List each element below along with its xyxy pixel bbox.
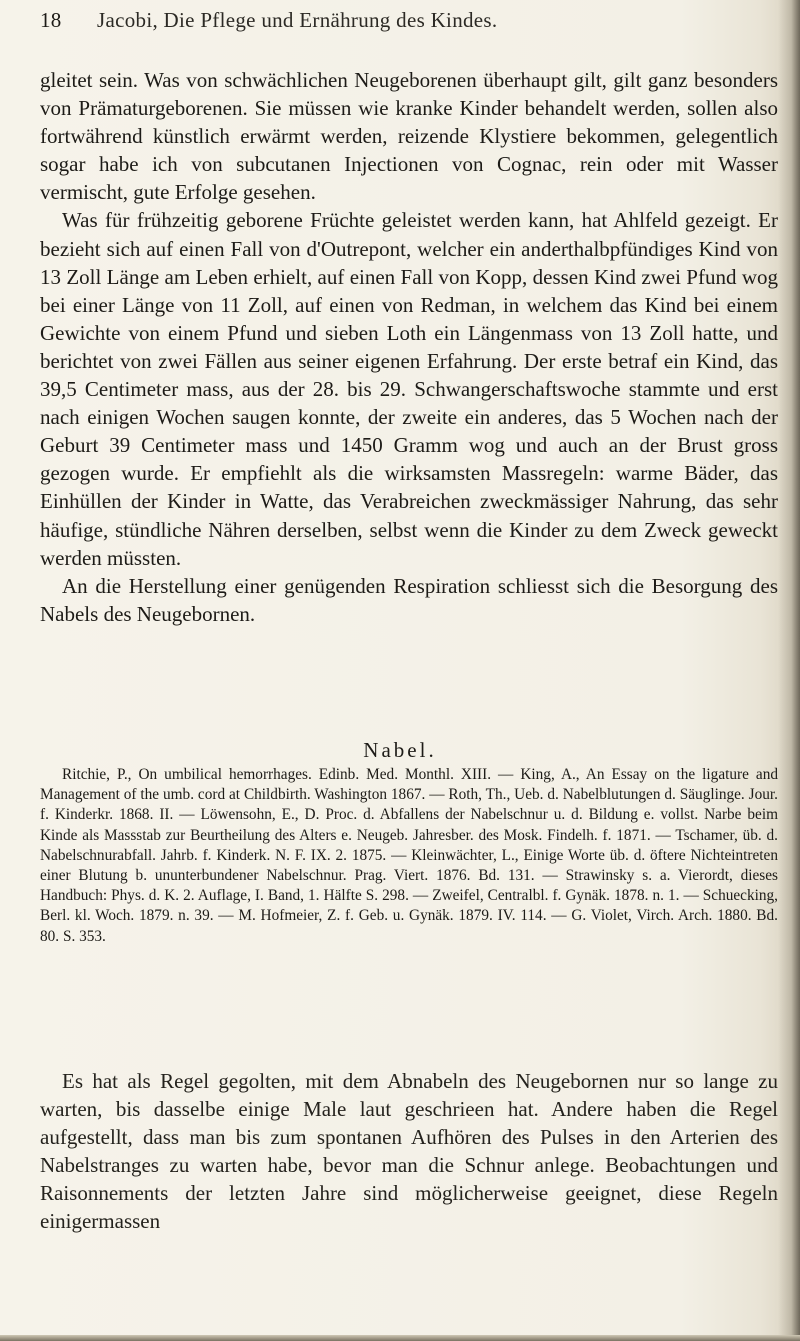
running-title: Jacobi, Die Pflege und Ernährung des Kindes. bbox=[97, 8, 498, 32]
continuation-paragraph: Es hat als Regel gegolten, mit dem Abnabeln des Neugebornen nur so lange zu warten, bis dasselbe einige Male laut geschrieen hat. Andere haben die Regel aufgestellt, dass man bis zum spontanen Aufhören des Pulses in den Arterien des Nabelstranges zu warten habe, bevor man die Schnur anlege. Beobachtungen und Raisonnements der letzten Jahre sind möglicherweise geeignet, diese Regeln einigermassen bbox=[40, 1069, 778, 1234]
page-edge-shadow bbox=[778, 0, 800, 1341]
references-block bbox=[40, 765, 778, 947]
main-text bbox=[40, 66, 778, 628]
section-heading: Nabel. bbox=[363, 738, 437, 762]
continuation-text bbox=[40, 1067, 778, 1236]
page-bottom-edge bbox=[0, 1335, 800, 1341]
paragraph-2: Was für frühzeitig geborene Früchte geleistet werden kann, hat Ahlfeld gezeigt. Er bezieht sich auf einen Fall von d'Outrepont, welcher ein anderthalbpfündiges Kind von 13 Zoll Länge am Leben erhielt, auf einen Fall von Kopp, dessen Kind zwei Pfund wog bei einer Länge von 11 Zoll, auf einen von Redman, in welchem das Kind bei einem Gewichte von einem Pfund und sieben Loth ein Längenmass von 13 Zoll hatte, und berichtet von zwei Fällen aus seiner eigenen Erfahrung. Der erste betraf ein Kind, das 39,5 Centimeter mass, aus der 28. bis 29. Schwangerschaftswoche stammte und erst nach einigen Wochen saugen konnte, der zweite ein anderes, das 5 Wochen nach der Geburt 39 Centimeter mass und 1450 Gramm wog und auch an der Brust gross gezogen wurde. Er empfiehlt als die wirksamsten Massregeln: warme Bäder, das Einhüllen der Kinder in Watte, das Verabreichen zweckmässiger Nahrung, das sehr häufige, stündliche Nähren derselben, selbst wenn die Kinder zu dem Zweck geweckt werden müssten. bbox=[40, 208, 778, 570]
page-header bbox=[40, 8, 760, 38]
page-number: 18 bbox=[40, 8, 62, 32]
references-text: Ritchie, P., On umbilical hemorrhages. Edinb. Med. Monthl. XIII. — King, A., An Essay on the ligature and Management of the umb. cord at Childbirth. Washington 1867. — Roth, Th., Ueb. d. Nabelblutungen d. Säuglinge. Jour. f. Kinderkr. 1868. II. — Löwensohn, E., D. Proc. d. Abfallens der Nabelschnur u. d. Bildung e. vollst. Narbe beim Kinde als Massstab zur Beurtheilung des Alters e. Neugeb. Jahresber. des Mosk. Findelh. f. 1871. — Tschamer, üb. d. Nabelschnurabfall. Jahrb. f. Kinderk. N. F. IX. 2. 1875. — Kleinwächter, L., Einige Worte üb. d. öftere Nichteintreten einer Blutung b. ununterbundener Nabelschnur. Prag. Viert. 1876. Bd. 131. — Strawinsky s. a. Vierordt, dieses Handbuch: Phys. d. K. 2. Auflage, I. Band, 1. Hälfte S. 298. — Zweifel, Centralbl. f. Gynäk. 1878. n. 1. — Schuecking, Berl. kl. Woch. 1879. n. 39. — M. Hofmeier, Z. f. Geb. u. Gynäk. 1879. IV. 114. — G. Violet, Virch. Arch. 1880. Bd. 80. S. 353. bbox=[40, 766, 778, 945]
paragraph-3: An die Herstellung einer genügenden Respiration schliesst sich die Besorgung des Nabels des Neugebornen. bbox=[40, 573, 778, 626]
paragraph-1: gleitet sein. Was von schwächlichen Neugeborenen überhaupt gilt, gilt ganz besonders von Prämaturgeborenen. Sie müssen wie kranke Kinder behandelt werden, sollen also fortwährend künstlich erwärmt werden, reizende Klystiere bekommen, gelegentlich sogar habe ich von subcutanen Injectionen von Cognac, rein oder mit Wasser vermischt, gute Erfolge gesehen. bbox=[40, 68, 778, 205]
